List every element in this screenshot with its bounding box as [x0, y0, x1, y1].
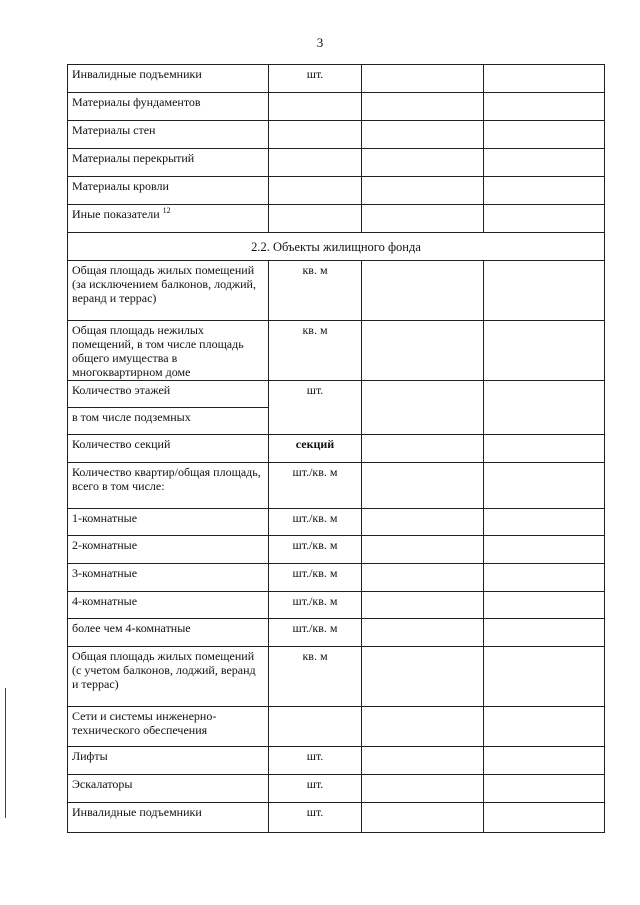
value-cell	[362, 65, 484, 93]
row-unit	[269, 707, 362, 747]
value-cell	[362, 509, 484, 536]
value-cell	[484, 381, 605, 435]
value-cell	[362, 747, 484, 775]
table-row	[68, 65, 605, 93]
row-label: 4-комнатные	[68, 592, 269, 619]
row-unit	[269, 93, 362, 121]
table-row	[68, 149, 605, 177]
table-row	[68, 747, 605, 775]
value-cell	[484, 803, 605, 833]
row-unit: шт.	[269, 747, 362, 775]
row-unit: кв. м	[269, 321, 362, 381]
table-row	[68, 205, 605, 233]
value-cell	[484, 536, 605, 564]
value-cell	[362, 321, 484, 381]
row-unit: кв. м	[269, 261, 362, 321]
row-unit: секций	[269, 435, 362, 463]
row-label: Количество секций	[68, 435, 269, 463]
table-row	[68, 509, 605, 536]
table-row	[68, 121, 605, 149]
row-label-text: Иные показатели	[72, 207, 160, 221]
table-row	[68, 707, 605, 747]
value-cell	[484, 647, 605, 707]
value-cell	[484, 463, 605, 509]
value-cell	[484, 177, 605, 205]
value-cell	[484, 509, 605, 536]
row-label: Общая площадь нежилых помещений, в том числе площадь общего имущества в многоквартирном доме	[68, 321, 269, 381]
row-unit	[269, 121, 362, 149]
row-label: Материалы кровли	[68, 177, 269, 205]
row-unit: шт./кв. м	[269, 619, 362, 647]
value-cell	[484, 707, 605, 747]
value-cell	[362, 177, 484, 205]
table-row	[68, 177, 605, 205]
value-cell	[484, 65, 605, 93]
value-cell	[362, 149, 484, 177]
row-label: Количество этажей	[68, 381, 269, 408]
row-label: Лифты	[68, 747, 269, 775]
table-row	[68, 775, 605, 803]
value-cell	[362, 536, 484, 564]
row-label: Инвалидные подъемники	[68, 803, 269, 833]
value-cell	[362, 121, 484, 149]
row-label: 1-комнатные	[68, 509, 269, 536]
section-header-row	[68, 233, 605, 261]
table-row	[68, 647, 605, 707]
value-cell	[362, 381, 484, 435]
row-label: 2-комнатные	[68, 536, 269, 564]
value-cell	[362, 435, 484, 463]
table-row	[68, 536, 605, 564]
value-cell	[484, 435, 605, 463]
value-cell	[362, 619, 484, 647]
row-unit: шт.	[269, 775, 362, 803]
value-cell	[362, 707, 484, 747]
row-unit: шт./кв. м	[269, 564, 362, 592]
value-cell	[362, 261, 484, 321]
value-cell	[484, 592, 605, 619]
row-unit	[269, 205, 362, 233]
value-cell	[362, 463, 484, 509]
table-row	[68, 463, 605, 509]
row-label: Общая площадь жилых помещений (с учетом балконов, лоджий, веранд и террас)	[68, 647, 269, 707]
row-unit	[269, 177, 362, 205]
value-cell	[362, 205, 484, 233]
value-cell	[484, 775, 605, 803]
row-label: более чем 4-комнатные	[68, 619, 269, 647]
table-row	[68, 93, 605, 121]
row-label: Количество квартир/общая площадь, всего в том числе:	[68, 463, 269, 509]
table-row	[68, 261, 605, 321]
value-cell	[362, 564, 484, 592]
row-label: Материалы перекрытий	[68, 149, 269, 177]
value-cell	[484, 321, 605, 381]
page-number: 3	[316, 35, 324, 50]
table-row	[68, 619, 605, 647]
row-label: Общая площадь жилых помещений (за исключением балконов, лоджий, веранд и террас)	[68, 261, 269, 321]
row-unit: шт./кв. м	[269, 536, 362, 564]
value-cell	[484, 121, 605, 149]
row-unit: шт./кв. м	[269, 592, 362, 619]
section-title: 2.2. Объекты жилищного фонда	[68, 233, 605, 261]
margin-line	[5, 688, 6, 818]
row-label	[68, 205, 269, 233]
row-unit: шт.	[269, 803, 362, 833]
row-label: Материалы фундаментов	[68, 93, 269, 121]
value-cell	[484, 261, 605, 321]
row-label: Материалы стен	[68, 121, 269, 149]
value-cell	[484, 205, 605, 233]
table-row	[68, 564, 605, 592]
row-label: Эскалаторы	[68, 775, 269, 803]
row-unit	[269, 149, 362, 177]
indicators-table	[67, 64, 605, 833]
row-label: Инвалидные подъемники	[68, 65, 269, 93]
value-cell	[362, 775, 484, 803]
row-unit: шт./кв. м	[269, 509, 362, 536]
table-row	[68, 592, 605, 619]
value-cell	[484, 149, 605, 177]
table-row	[68, 381, 605, 408]
value-cell	[362, 647, 484, 707]
value-cell	[484, 747, 605, 775]
table-row	[68, 803, 605, 833]
row-unit: кв. м	[269, 647, 362, 707]
row-unit: шт.	[269, 65, 362, 93]
row-label: Сети и системы инженерно-технического обеспечения	[68, 707, 269, 747]
row-label: в том числе подземных	[68, 408, 269, 435]
value-cell	[484, 619, 605, 647]
row-unit: шт.	[269, 381, 362, 435]
table-row	[68, 435, 605, 463]
row-unit: шт./кв. м	[269, 463, 362, 509]
value-cell	[484, 564, 605, 592]
value-cell	[484, 93, 605, 121]
row-label: 3-комнатные	[68, 564, 269, 592]
table-row	[68, 321, 605, 381]
value-cell	[362, 592, 484, 619]
footnote-marker: 12	[162, 206, 171, 215]
value-cell	[362, 93, 484, 121]
value-cell	[362, 803, 484, 833]
